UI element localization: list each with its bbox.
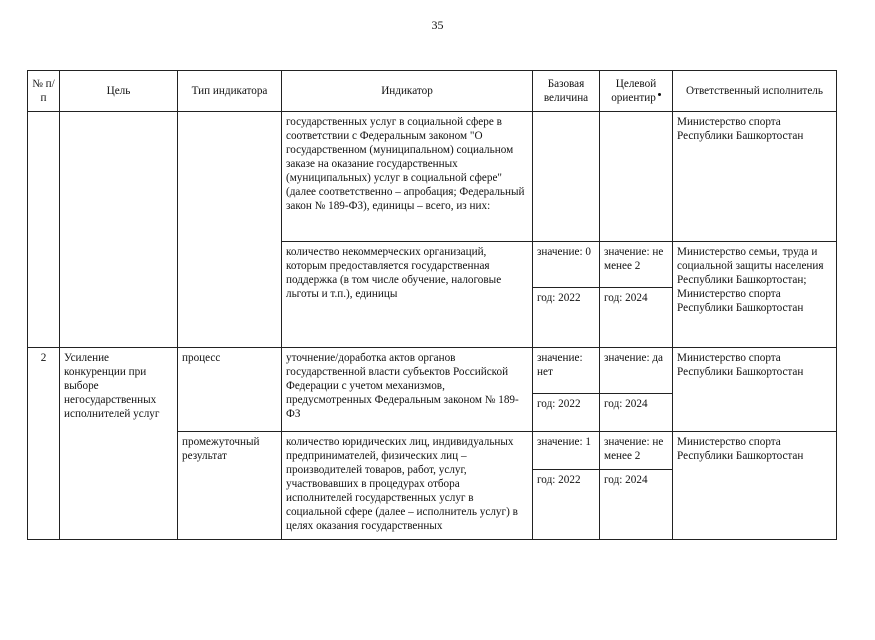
- cell-executor: Министерство спорта Республики Башкортостан: [673, 432, 837, 540]
- cell-base-value: значение: нет: [533, 348, 600, 394]
- table-row: [28, 348, 837, 394]
- header-indicator-type: Тип индикатора: [178, 71, 282, 112]
- indicators-table: [27, 70, 837, 540]
- cell-target: значение: да: [600, 348, 673, 394]
- cell-indicator-type: [178, 112, 282, 348]
- cell-base-value: значение: 1: [533, 432, 600, 470]
- cell-base-year: год: 2022: [533, 288, 600, 348]
- cell-base-value: [533, 112, 600, 242]
- cell-executor: Министерство спорта Республики Башкортостан: [673, 348, 837, 432]
- cell-indicator-type: процесс: [178, 348, 282, 432]
- cell-target: [600, 112, 673, 242]
- cell-executor: Министерство семьи, труда и социальной защиты населения Республики Башкортостан; Министерство спорта Республики Башкортостан: [673, 242, 837, 348]
- cell-num: [28, 112, 60, 348]
- header-executor: Ответственный исполнитель: [673, 71, 837, 112]
- cell-indicator: количество некоммерческих организаций, которым предоставляется государственная поддержка (в том числе обучение, налоговые льготы и т.п.), единицы: [282, 242, 533, 348]
- cell-target-year: год: 2024: [600, 470, 673, 540]
- cell-target: значение: не менее 2: [600, 432, 673, 470]
- cell-goal: Усиление конкуренции при выборе негосударственных исполнителей услуг: [60, 348, 178, 540]
- cell-goal: [60, 112, 178, 348]
- cell-target-year: год: 2024: [600, 394, 673, 432]
- cell-indicator-type: промежуточный результат: [178, 432, 282, 540]
- cell-indicator: государственных услуг в социальной сфере в соответствии с Федеральным законом "О государственном (муниципальном) социальном заказе на оказание государственных (муниципальных) услуг в социальной сфере" (далее соответственно – апробация; Федеральный закон № 189-ФЗ), единицы – всего, из них:: [282, 112, 533, 242]
- table-row: [28, 112, 837, 242]
- cell-target-year: год: 2024: [600, 288, 673, 348]
- header-target-label: Целевой ориентир: [611, 78, 657, 104]
- cell-base-year: год: 2022: [533, 394, 600, 432]
- cell-num: 2: [28, 348, 60, 540]
- cell-executor: Министерство спорта Республики Башкортостан: [673, 112, 837, 242]
- cell-indicator: количество юридических лиц, индивидуальных предпринимателей, физических лиц – производителей товаров, работ, услуг, участвовавших в процедурах отбора исполнителей государственных услуг в социальной сфере (далее – исполнитель услуг) в целях оказания государственных: [282, 432, 533, 540]
- header-num: № п/п: [28, 71, 60, 112]
- header-target: [600, 71, 673, 112]
- dot-mark-icon: [658, 93, 661, 96]
- header-indicator: Индикатор: [282, 71, 533, 112]
- cell-indicator: уточнение/доработка актов органов государственной власти субъектов Российской Федерации с учетом механизмов, предусмотренных Федеральным законом № 189-ФЗ: [282, 348, 533, 432]
- cell-base-value: значение: 0: [533, 242, 600, 288]
- header-goal: Цель: [60, 71, 178, 112]
- header-row: [28, 71, 837, 112]
- cell-target: значение: не менее 2: [600, 242, 673, 288]
- cell-base-year: год: 2022: [533, 470, 600, 540]
- header-base-value: Базовая величина: [533, 71, 600, 112]
- page-number: 35: [431, 18, 444, 32]
